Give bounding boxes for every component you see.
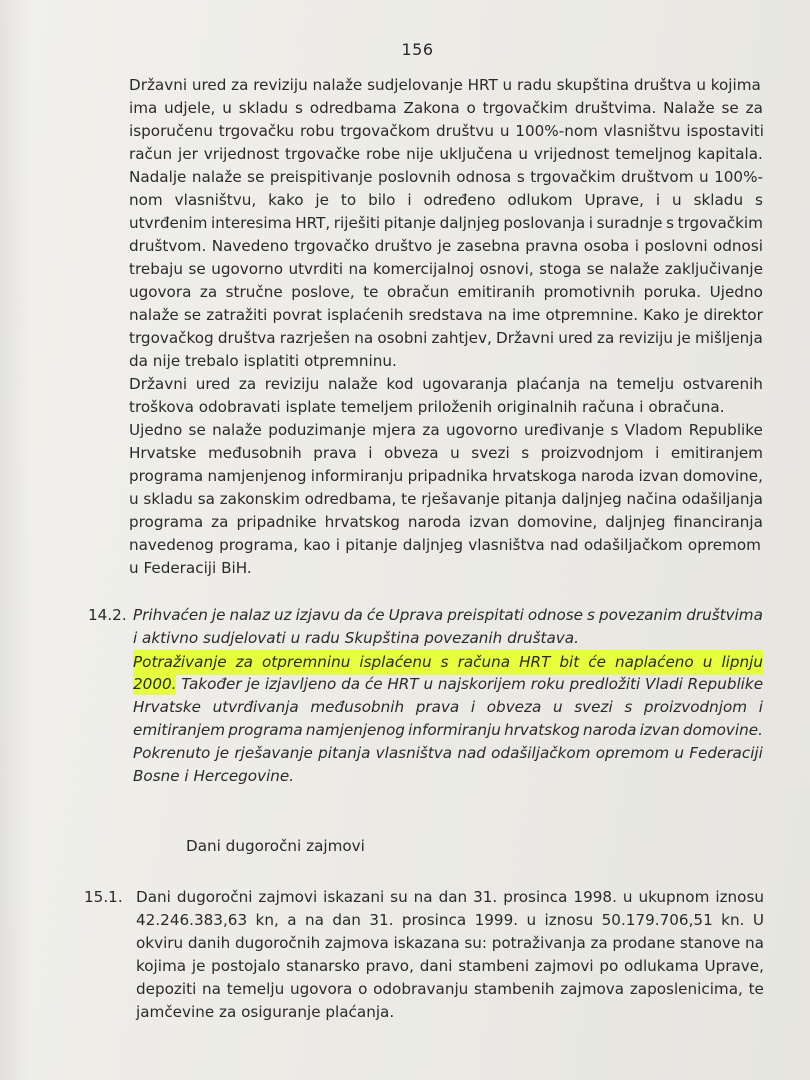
text-line: nalaže se zatražiti povrat isplaćenih sredstava na ime otpremnine. Kako je direktor <box>129 306 763 324</box>
text-line: u Federaciji BiH. <box>129 559 252 577</box>
section-number: 15.1. <box>84 888 123 906</box>
text-line: ima udjele, u skladu s odredbama Zakona o trgovačkim društvima. Nalaže se za <box>129 99 763 117</box>
text-line: u skladu sa zakonskim odredbama, te rješavanje pitanja daljnjeg načina odašiljanja <box>129 490 763 508</box>
text-line: Hrvatske međusobnih prava i obveza u svezi s proizvodnjom i emitiranjem <box>129 444 763 462</box>
text-line: utvrđenim interesima HRT, riješiti pitanje daljnjeg poslovanja i suradnje s trgovačkim <box>129 214 763 232</box>
text-line: Nadalje nalaže se preispitivanje poslovnih odnosa s trgovačkim društvom u 100%- <box>129 168 763 186</box>
text-line: isporučenu trgovačku robu trgovačkom društvu u 100%-nom vlasništvu ispostaviti <box>129 122 764 140</box>
text-line: društvom. Navedeno trgovačko društvo je zasebna pravna osoba i poslovni odnosi <box>129 237 763 255</box>
text-line: Prihvaćen je nalaz uz izjavu da će Uprava preispitati odnose s povezanim društvima <box>133 606 763 624</box>
text-line: račun jer vrijednost trgovačke robe nije uključena u vrijednost temeljnog kapitala. <box>129 145 763 163</box>
text-line: jamčevine za osiguranje plaćanja. <box>136 1003 395 1021</box>
text-line: Dani dugoročni zajmovi iskazani su na dan 31. prosinca 1998. u ukupnom iznosu <box>136 888 764 906</box>
text-line: Državni ured za reviziju nalaže sudjelovanje HRT u radu skupština društva u kojima <box>129 76 761 94</box>
highlighted-line <box>133 650 763 675</box>
section-number: 14.2. <box>88 606 127 624</box>
text-line: programa za pripadnike hrvatskog naroda izvan domovine, daljnjeg financiranja <box>129 513 763 531</box>
text-line <box>133 673 763 695</box>
page-number: 156 <box>401 40 434 59</box>
text-line: Hrvatske utvrđivanja međusobnih prava i obveza u svezi s proizvodnjom i <box>133 698 763 716</box>
text-line: Pokrenuto je rješavanje pitanja vlasništva nad odašiljačkom opremom u Federaciji <box>133 744 763 762</box>
text-line: programa namjenjenog informiranju pripadnika hrvatskoga naroda izvan domovine, <box>129 467 763 485</box>
text-line: troškova odobravati isplate temeljem priloženih originalnih računa i obračuna. <box>129 398 725 416</box>
text-line: Ujedno se nalaže poduzimanje mjera za ugovorno uređivanje s Vladom Republike <box>129 421 763 439</box>
text-line: nom vlasništvu, kako je to bilo i određeno odlukom Uprave, i u skladu s <box>129 191 763 209</box>
section-heading: Dani dugoročni zajmovi <box>186 837 365 855</box>
text-line: kojima je postojalo stanarsko pravo, dani stambeni zajmovi po odlukama Uprave, <box>136 957 764 975</box>
text-line: ugovora za stručne poslove, te obračun emitiranih promotivnih poruka. Ujedno <box>129 283 763 301</box>
text-line: emitiranjem programa namjenjenog informiranju hrvatskog naroda izvan domovine. <box>133 721 763 739</box>
text-line: trgovačkog društva razrješen na osobni zahtjev, Državni ured za reviziju je mišljenja <box>129 329 763 347</box>
text-line: Bosne i Hercegovine. <box>133 767 295 785</box>
text-line: 42.246.383,63 kn, a na dan 31. prosinca 1999. u iznosu 50.179.706,51 kn. U <box>136 911 764 929</box>
text-line: navedenog programa, kao i pitanje daljnjeg vlasništva nad odašiljačkom opremom <box>129 536 761 554</box>
text-line: okviru danih dugoročnih zajmova iskazana su: potraživanja za prodane stanove na <box>136 934 764 952</box>
text-span: Također je izjavljeno da će HRT u najskorijem roku predložiti Vladi Republike <box>176 675 764 693</box>
page-shadow <box>0 0 30 1080</box>
text-line: da nije trebalo isplatiti otpremninu. <box>129 352 397 370</box>
text-line: trebaju se ugovorno utvrditi na komercijalnoj osnovi, stoga se nalaže zaključivanje <box>129 260 763 278</box>
highlight: 2000. <box>133 675 177 693</box>
text-line: Državni ured za reviziju nalaže kod ugovaranja plaćanja na temelju ostvarenih <box>129 375 763 393</box>
text-line: depoziti na temelju ugovora o odobravanju stambenih zajmova zaposlenicima, te <box>136 980 764 998</box>
highlight: Potraživanje za otpremninu isplaćenu s računa HRT bit će naplaćeno u lipnju <box>133 650 763 675</box>
text-line: i aktivno sudjelovati u radu Skupština povezanih društava. <box>133 629 579 647</box>
